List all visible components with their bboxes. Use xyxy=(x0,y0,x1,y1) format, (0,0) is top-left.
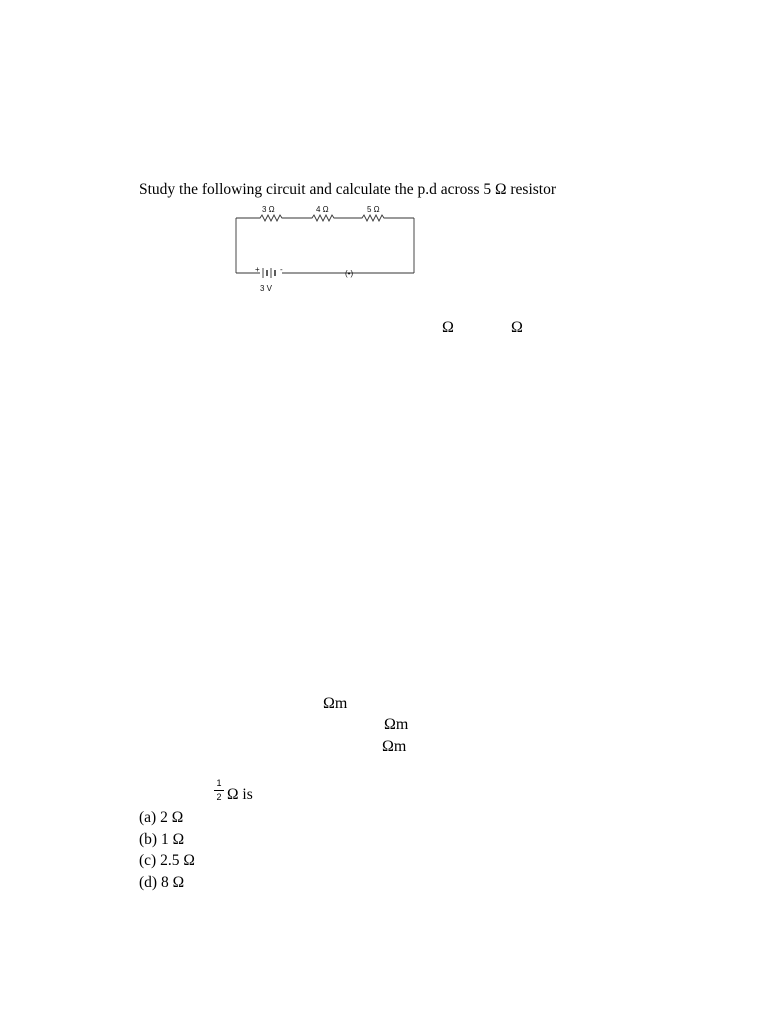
ohm-metre-unit: Ωm xyxy=(382,738,407,755)
question-1-text: Study the following circuit and calculate the p.d across 5 Ω resistor xyxy=(139,181,556,198)
question-2-stem: Ω is xyxy=(227,786,253,803)
fraction-denominator: 2 xyxy=(216,792,222,802)
meter-symbol: (•) xyxy=(345,269,354,278)
fraction-numerator: 1 xyxy=(216,778,222,788)
top-wire-with-resistors xyxy=(236,215,414,221)
omega-symbol: Ω xyxy=(511,319,523,336)
option-b: (b) 1 Ω xyxy=(139,831,185,848)
resistor-label-3ohm: 3 Ω xyxy=(262,205,275,214)
resistor-label-5ohm: 5 Ω xyxy=(367,205,380,214)
fraction-one-half xyxy=(214,779,224,802)
battery-icon xyxy=(263,268,275,278)
option-d: (d) 8 Ω xyxy=(139,874,185,891)
ohm-metre-unit: Ωm xyxy=(384,716,409,733)
circuit-diagram xyxy=(226,200,426,300)
resistor-label-4ohm: 4 Ω xyxy=(316,205,329,214)
ohm-metre-unit: Ωm xyxy=(323,695,348,712)
option-a: (a) 2 Ω xyxy=(139,809,184,826)
option-c: (c) 2.5 Ω xyxy=(139,852,195,869)
omega-symbol: Ω xyxy=(442,319,454,336)
battery-voltage-label: 3 V xyxy=(260,284,273,293)
battery-minus-sign: - xyxy=(280,265,283,274)
battery-plus-sign: + xyxy=(255,265,260,274)
